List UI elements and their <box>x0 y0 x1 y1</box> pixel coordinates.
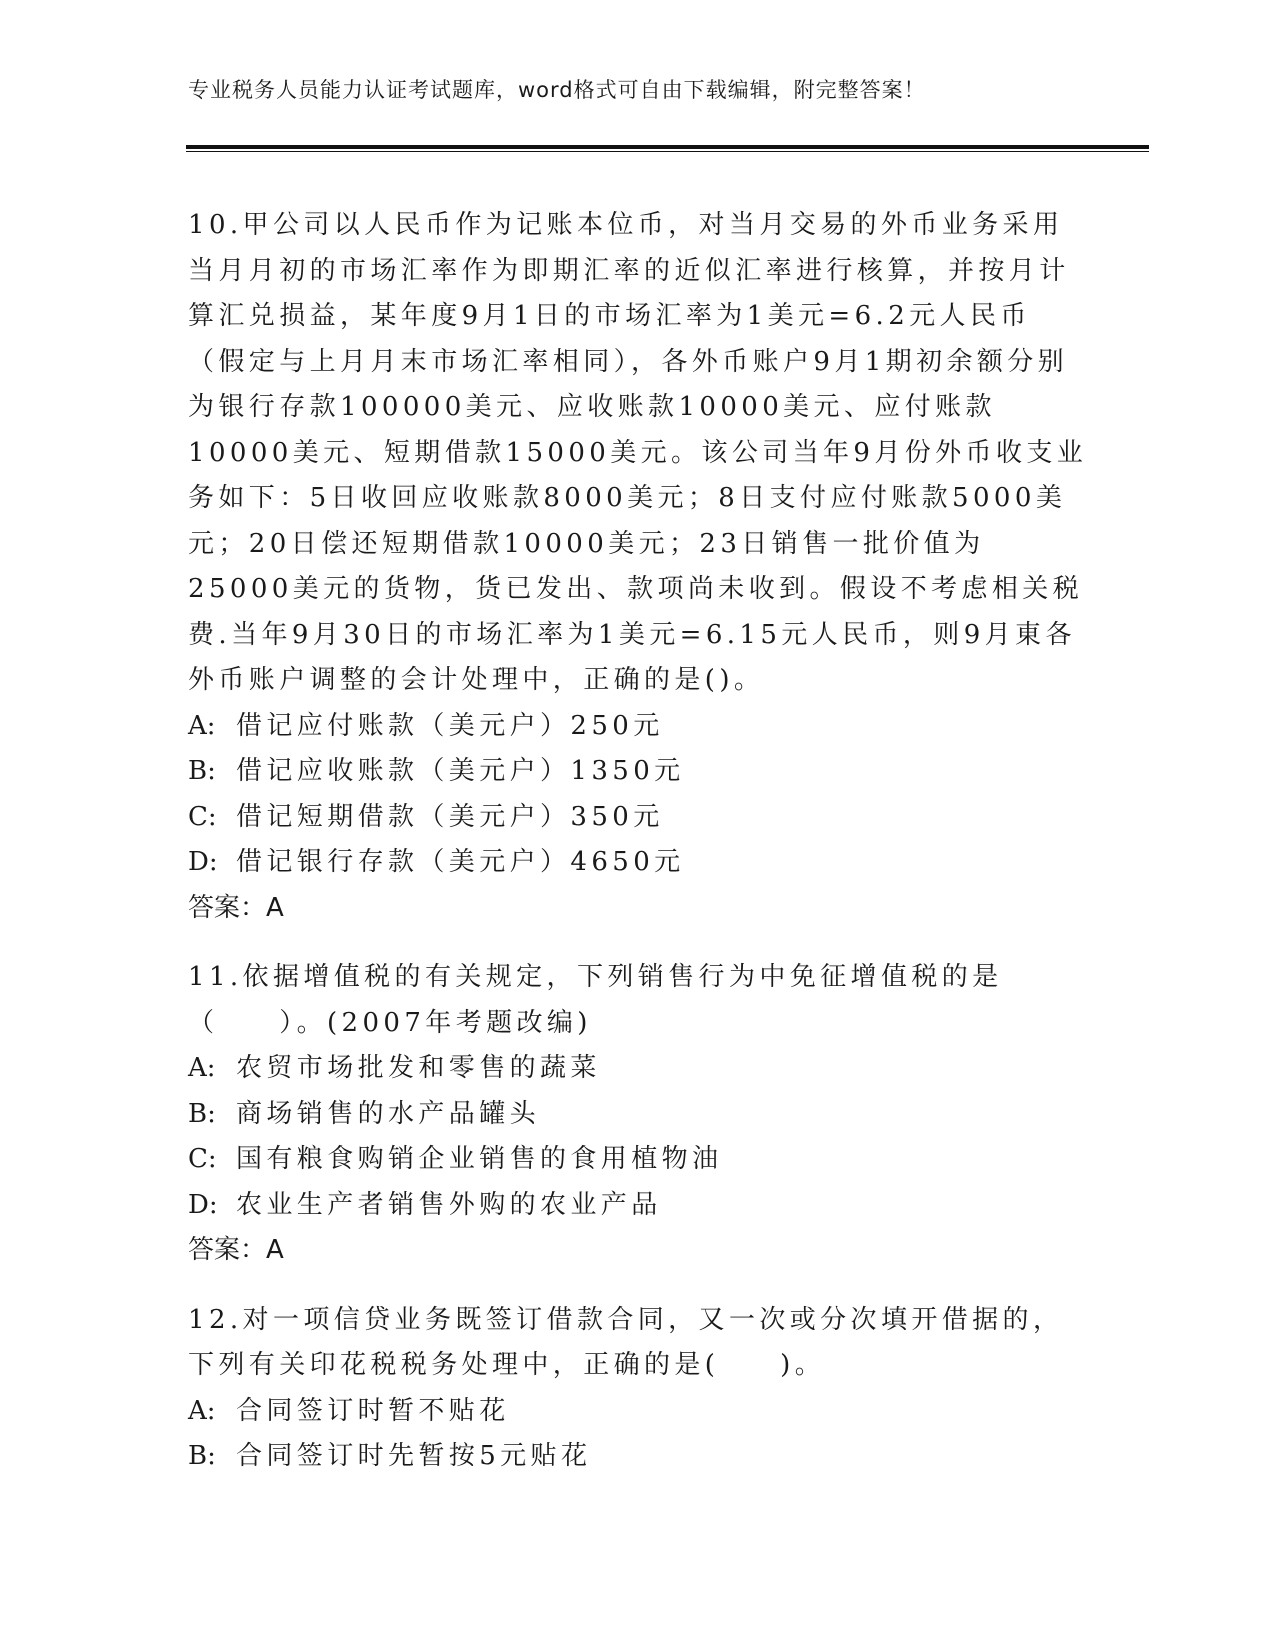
option-key: D: <box>188 1189 218 1220</box>
option-text: 农贸市场批发和零售的蔬菜 <box>236 1053 601 1083</box>
question-list <box>188 203 1088 1504</box>
option-list <box>188 1046 1088 1228</box>
option-text: 合同签订时暂不贴花 <box>236 1395 510 1426</box>
page-header: 专业税务人员能力认证考试题库，word格式可自由下载编辑，附完整答案！ <box>188 78 926 102</box>
option-b <box>188 1434 1088 1480</box>
option-key: B: <box>188 756 216 786</box>
option-key: C: <box>188 1144 217 1174</box>
option-list <box>188 1389 1088 1480</box>
option-text: 借记银行存款（美元户）4650元 <box>236 847 685 877</box>
option-a <box>188 1046 1088 1092</box>
option-text: 农业生产者销售外购的农业产品 <box>236 1189 662 1220</box>
question-12 <box>188 1298 1088 1480</box>
question-11 <box>188 955 1088 1274</box>
option-text: 商场销售的水产品罐头 <box>236 1098 541 1129</box>
question-stem: 12.对一项信贷业务既签订借款合同，又一次或分次填开借据的，下列有关印花税税务处理中，正确的是( )。 <box>188 1304 1064 1380</box>
option-a <box>188 704 1088 750</box>
header-rule-thick <box>186 145 1149 149</box>
option-key: A: <box>188 1053 216 1083</box>
option-text: 借记短期借款（美元户）350元 <box>236 801 664 832</box>
option-list <box>188 704 1088 886</box>
option-c <box>188 1137 1088 1183</box>
question-stem: 10.甲公司以人民币作为记账本位币，对当月交易的外币业务采用当月月初的市场汇率作为即期汇率的近似汇率进行核算，并按月计算汇兑损益，某年度9月1日的市场汇率为1美元=6.2元人民币（假定与上月月末市场汇率相同），各外币账户9月1期初余额分别为银行存款100000美元、应收账款10000美元、应付账款10000美元、短期借款15000美元。该公司当年9月份外币收支业务如下：5日收回应收账款8000美元；8日支付应付账款5000美元；20日偿还短期借款10000美元；23日销售一批价值为25000美元的货物，货已发出、款项尚未收到。假设不考虑相关税费.当年9月30日的市场汇率为1美元=6.15元人民币，则9月東各外币账户调整的会计处理中，正确的是()。 <box>188 210 1088 695</box>
answer-line: 答案：A <box>188 1235 284 1265</box>
option-d <box>188 840 1088 886</box>
option-key: B: <box>188 1098 216 1129</box>
header-rule-thin <box>186 151 1149 152</box>
option-key: B: <box>188 1441 216 1471</box>
option-key: C: <box>188 801 217 832</box>
option-text: 国有粮食购销企业销售的食用植物油 <box>236 1144 723 1174</box>
option-text: 借记应收账款（美元户）1350元 <box>236 756 685 786</box>
option-c <box>188 795 1088 841</box>
question-stem: 11.依据增值税的有关规定，下列销售行为中免征增值税的是（ ）。(2007年考题改编) <box>188 962 1003 1038</box>
option-b <box>188 749 1088 795</box>
option-key: A: <box>188 710 216 741</box>
option-b <box>188 1092 1088 1138</box>
option-text: 合同签订时先暂按5元贴花 <box>236 1441 592 1471</box>
option-d <box>188 1183 1088 1229</box>
question-10 <box>188 203 1088 931</box>
option-key: A: <box>188 1395 216 1426</box>
option-key: D: <box>188 847 218 877</box>
option-text: 借记应付账款（美元户）250元 <box>236 710 664 741</box>
answer-line: 答案：A <box>188 892 284 923</box>
option-a <box>188 1389 1088 1435</box>
